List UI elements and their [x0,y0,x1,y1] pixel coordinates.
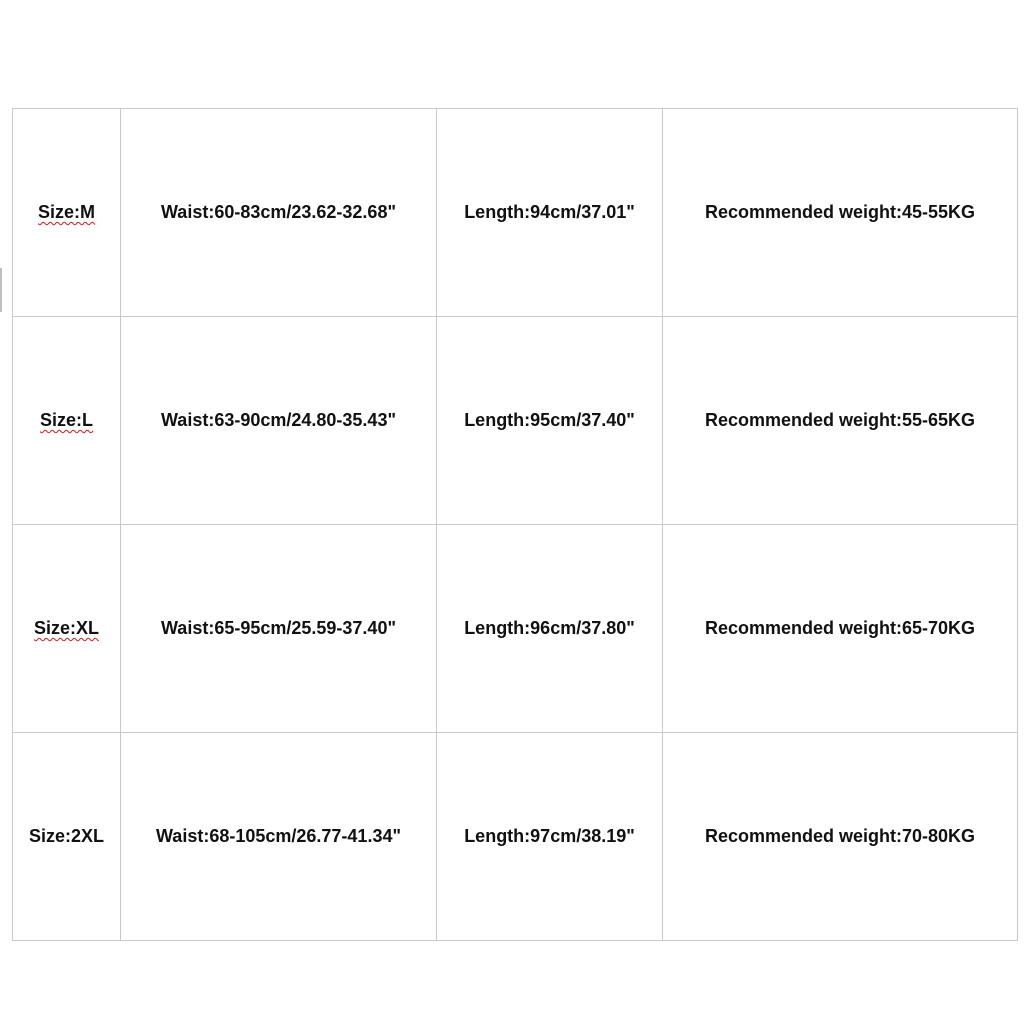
weight-label: Recommended weight:45-55KG [704,202,976,222]
length-cell [437,109,663,317]
size-label: Size:XL [33,618,99,638]
waist-label: Waist:65-95cm/25.59-37.40" [160,618,396,638]
waist-cell [121,525,437,733]
length-label: Length:97cm/38.19" [464,826,635,846]
waist-label: Waist:63-90cm/24.80-35.43" [160,410,396,430]
length-label: Length:94cm/37.01" [464,202,635,222]
table-row [13,317,1018,525]
size-label: Size:M [37,202,95,222]
size-chart-table [12,108,1018,941]
waist-label: Waist:68-105cm/26.77-41.34" [155,826,401,846]
length-cell [437,525,663,733]
weight-label: Recommended weight:65-70KG [704,618,976,638]
table-row [13,109,1018,317]
size-label: Size:2XL [28,826,105,846]
table-row [13,525,1018,733]
weight-label: Recommended weight:70-80KG [704,826,976,846]
table-row [13,733,1018,941]
size-cell [13,525,121,733]
weight-label: Recommended weight:55-65KG [704,410,976,430]
size-label: Size:L [39,410,93,430]
length-cell [437,317,663,525]
weight-cell [663,733,1018,941]
weight-cell [663,109,1018,317]
length-label: Length:95cm/37.40" [464,410,635,430]
waist-label: Waist:60-83cm/23.62-32.68" [160,202,396,222]
length-cell [437,733,663,941]
weight-cell [663,317,1018,525]
size-cell [13,109,121,317]
left-edge-mark [0,268,2,312]
waist-cell [121,733,437,941]
waist-cell [121,109,437,317]
size-cell [13,317,121,525]
length-label: Length:96cm/37.80" [464,618,635,638]
waist-cell [121,317,437,525]
size-cell [13,733,121,941]
weight-cell [663,525,1018,733]
